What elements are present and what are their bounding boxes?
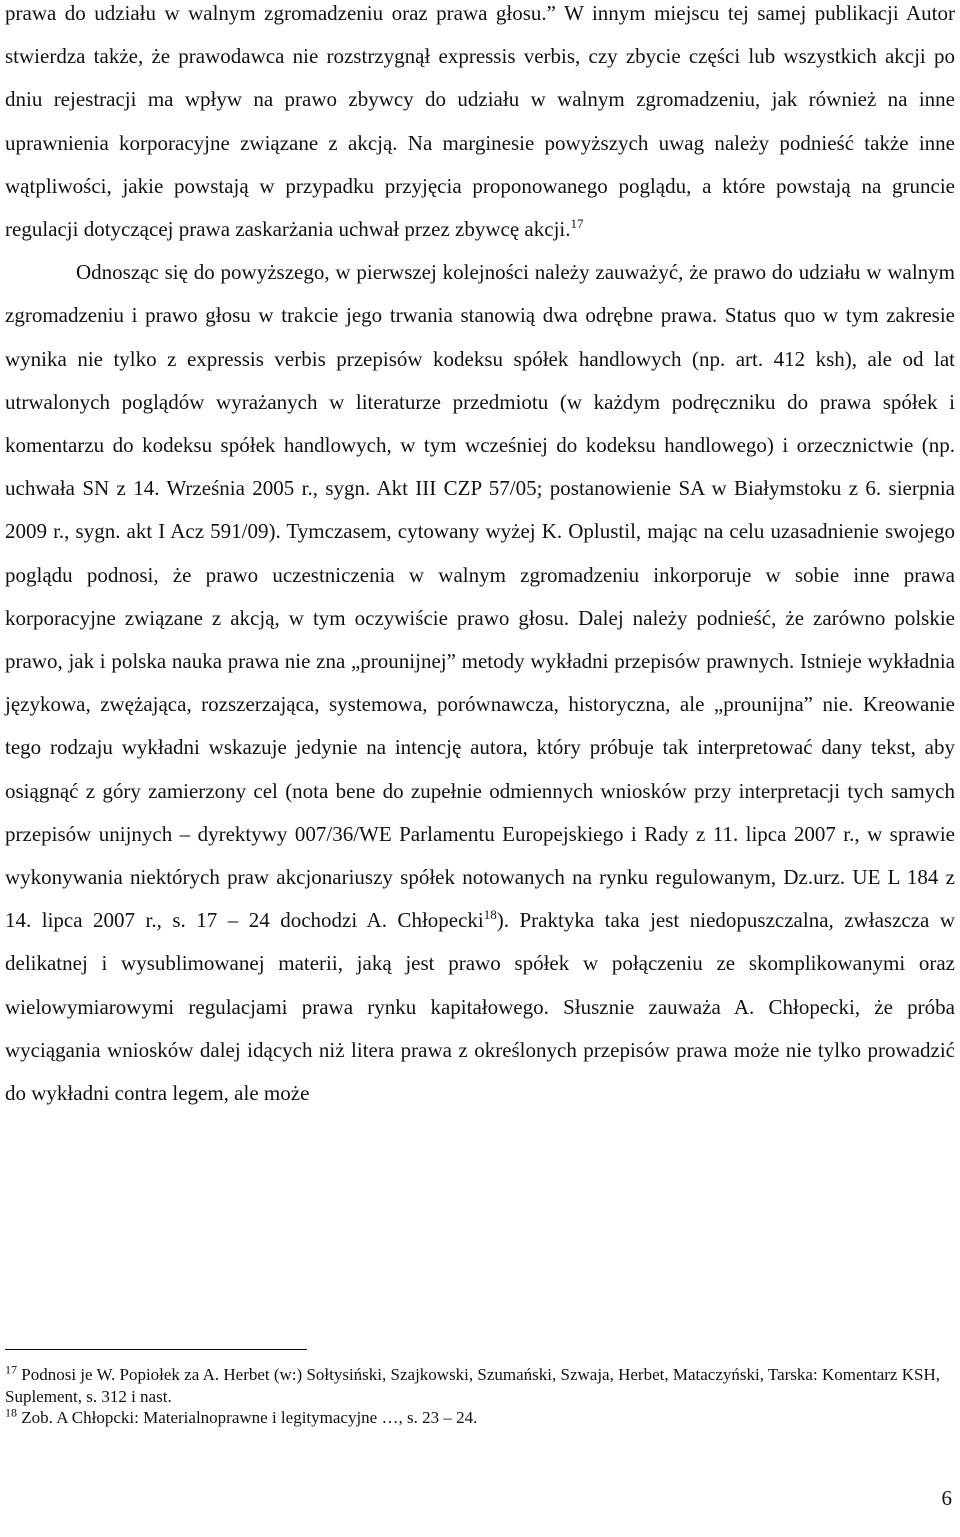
- footnote-ref-18[interactable]: 18: [483, 907, 497, 923]
- paragraph-2-text: Odnosząc się do powyższego, w pierwszej kolejności należy zauważyć, że prawo do udziału w walnym zgromadzeniu i prawo głosu w trakcie jego trwania stanowią dwa odrębne prawa. Status quo w tym zakresie wynika nie tylko z expressis verbis przepisów kodeksu spółek handlowych (np. art. 412 ksh), ale od lat utrwalonych poglądów wyrażanych w literaturze przedmiotu (w każdym podręczniku do prawa spółek i komentarzu do kodeksu spółek handlowych, w tym wcześniej do kodeksu handlowego) i orzecznictwie (np. uchwała SN z 14. Września 2005 r., sygn. Akt III CZP 57/05; postanowienie SA w Białymstoku z 6. sierpnia 2009 r., sygn. akt I Acz 591/09). Tymczasem, cytowany wyżej K. Oplustil, mając na celu uzasadnienie swojego poglądu podnosi, że prawo uczestniczenia w walnym zgromadzeniu inkorporuje w sobie inne prawa korporacyjne związane z akcją, w tym oczywiście prawo głosu. Dalej należy podnieść, że zarówno polskie prawo, jak i polska nauka prawa nie zna „prounijnej” metody wykładni przepisów prawnych. Istnieje wykładnia językowa, zwężająca, rozszerzająca, systemowa, porównawcza, historyczna, ale „prounijna” nie. Kreowanie tego rodzaju wykładni wskazuje jedynie na intencję autora, który próbuje tak interpretować dany tekst, aby osiągnąć z góry zamierzony cel (nota bene do zupełnie odmiennych wniosków przy interpretacji tych samych przepisów unijnych – dyrektywy 007/36/WE Parlamentu Europejskiego i Rady z 11. lipca 2007 r., w sprawie wykonywania niektórych praw akcjonariuszy spółek notowanych na rynku regulowanym, Dz.urz. UE L 184 z 14. lipca 2007 r., s. 17 – 24 dochodzi A. Chłopecki: [5, 260, 955, 933]
- footnotes: [5, 1364, 955, 1429]
- paragraph-1-text: prawa do udziału w walnym zgromadzeniu oraz prawa głosu.” W innym miejscu tej samej publikacji Autor stwierdza także, że prawodawca nie rozstrzygnął expressis verbis, czy zbycie części lub wszystkich akcji po dniu rejestracji ma wpływ na prawo zbywcy do udziału w walnym zgromadzeniu, jak również na inne uprawnienia korporacyjne związane z akcją. Na marginesie powyższych uwag należy podnieść także inne wątpliwości, jakie powstają w przypadku przyjęcia proponowanego poglądu, a które powstają na gruncie regulacji dotyczącej prawa zaskarżania uchwał przez zbywcę akcji.: [5, 1, 955, 242]
- footnote-text: Zob. A Chłopcki: Materialnoprawne i legitymacyjne …, s. 23 – 24.: [17, 1408, 478, 1427]
- paragraph-1: [5, 0, 955, 251]
- page-number: 6: [941, 1486, 952, 1510]
- footnote-text: Podnosi je W. Popiołek za A. Herbet (w:) Sołtysiński, Szajkowski, Szumański, Szwaja, Herbet, Mataczyński, Tarska: Komentarz KSH, Suplement, s. 312 i nast.: [5, 1365, 940, 1406]
- body-text: [5, 0, 955, 1115]
- paragraph-2: [5, 251, 955, 1115]
- footnote-number: 18: [5, 1405, 17, 1420]
- footnote-separator: [5, 1349, 307, 1350]
- footnote-number: 17: [5, 1362, 17, 1377]
- footnote-18: [5, 1407, 955, 1429]
- paragraph-2-text-cont: ). Praktyka taka jest niedopuszczalna, zwłaszcza w delikatnej i wysublimowanej materii, jaką jest prawo spółek w połączeniu ze skomplikowanymi oraz wielowymiarowymi regulacjami prawa rynku kapitałowego. Słusznie zauważa A. Chłopecki, że próba wyciągania wniosków dalej idących niż litera prawa z określonych przepisów prawa może nie tylko prowadzić do wykładni contra legem, ale może: [5, 908, 956, 1106]
- footnote-ref-17[interactable]: 17: [570, 216, 584, 232]
- footnote-17: [5, 1364, 955, 1407]
